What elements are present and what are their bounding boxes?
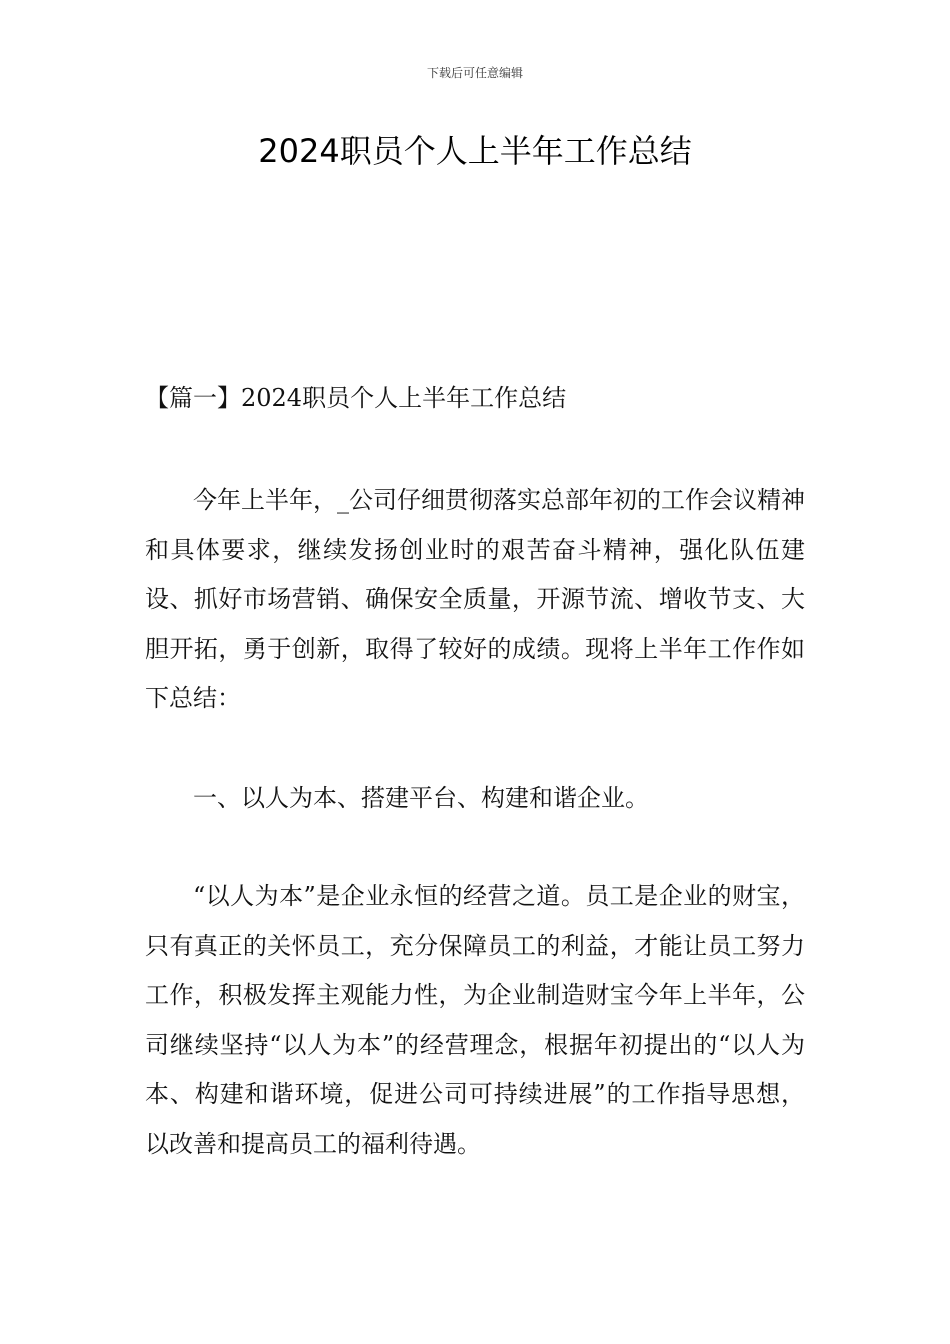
section-heading: 【篇一】2024职员个人上半年工作总结 [145,384,567,412]
header-note: 下载后可任意编辑 [426,66,523,80]
paragraph-intro: 今年上半年，_公司仔细贯彻落实总部年初的工作会议精神和具体要求，继续发扬创业时的艰苦奋斗精神，强化队伍建设、抓好市场营销、确保安全质量，开源节流、增收节支、大胆开拓，勇于创新，取得了较好的成绩。现将上半年工作作如下总结： [145,486,805,712]
paragraph-people-oriented: “以人为本”是企业永恒的经营之道。员工是企业的财宝，只有真正的关怀员工，充分保障员工的利益，才能让员工努力工作，积极发挥主观能力性，为企业制造财宝今年上半年，公司继续坚持“以人为本”的经营理念，根据年初提出的“以人为本、构建和谐环境，促进公司可持续进展”的工作指导思想，以改善和提高员工的福利待遇。 [145,882,805,1158]
paragraph-point-one: 一、以人为本、搭建平台、构建和谐企业。 [193,784,649,812]
document-title: 2024职员个人上半年工作总结 [258,132,692,170]
